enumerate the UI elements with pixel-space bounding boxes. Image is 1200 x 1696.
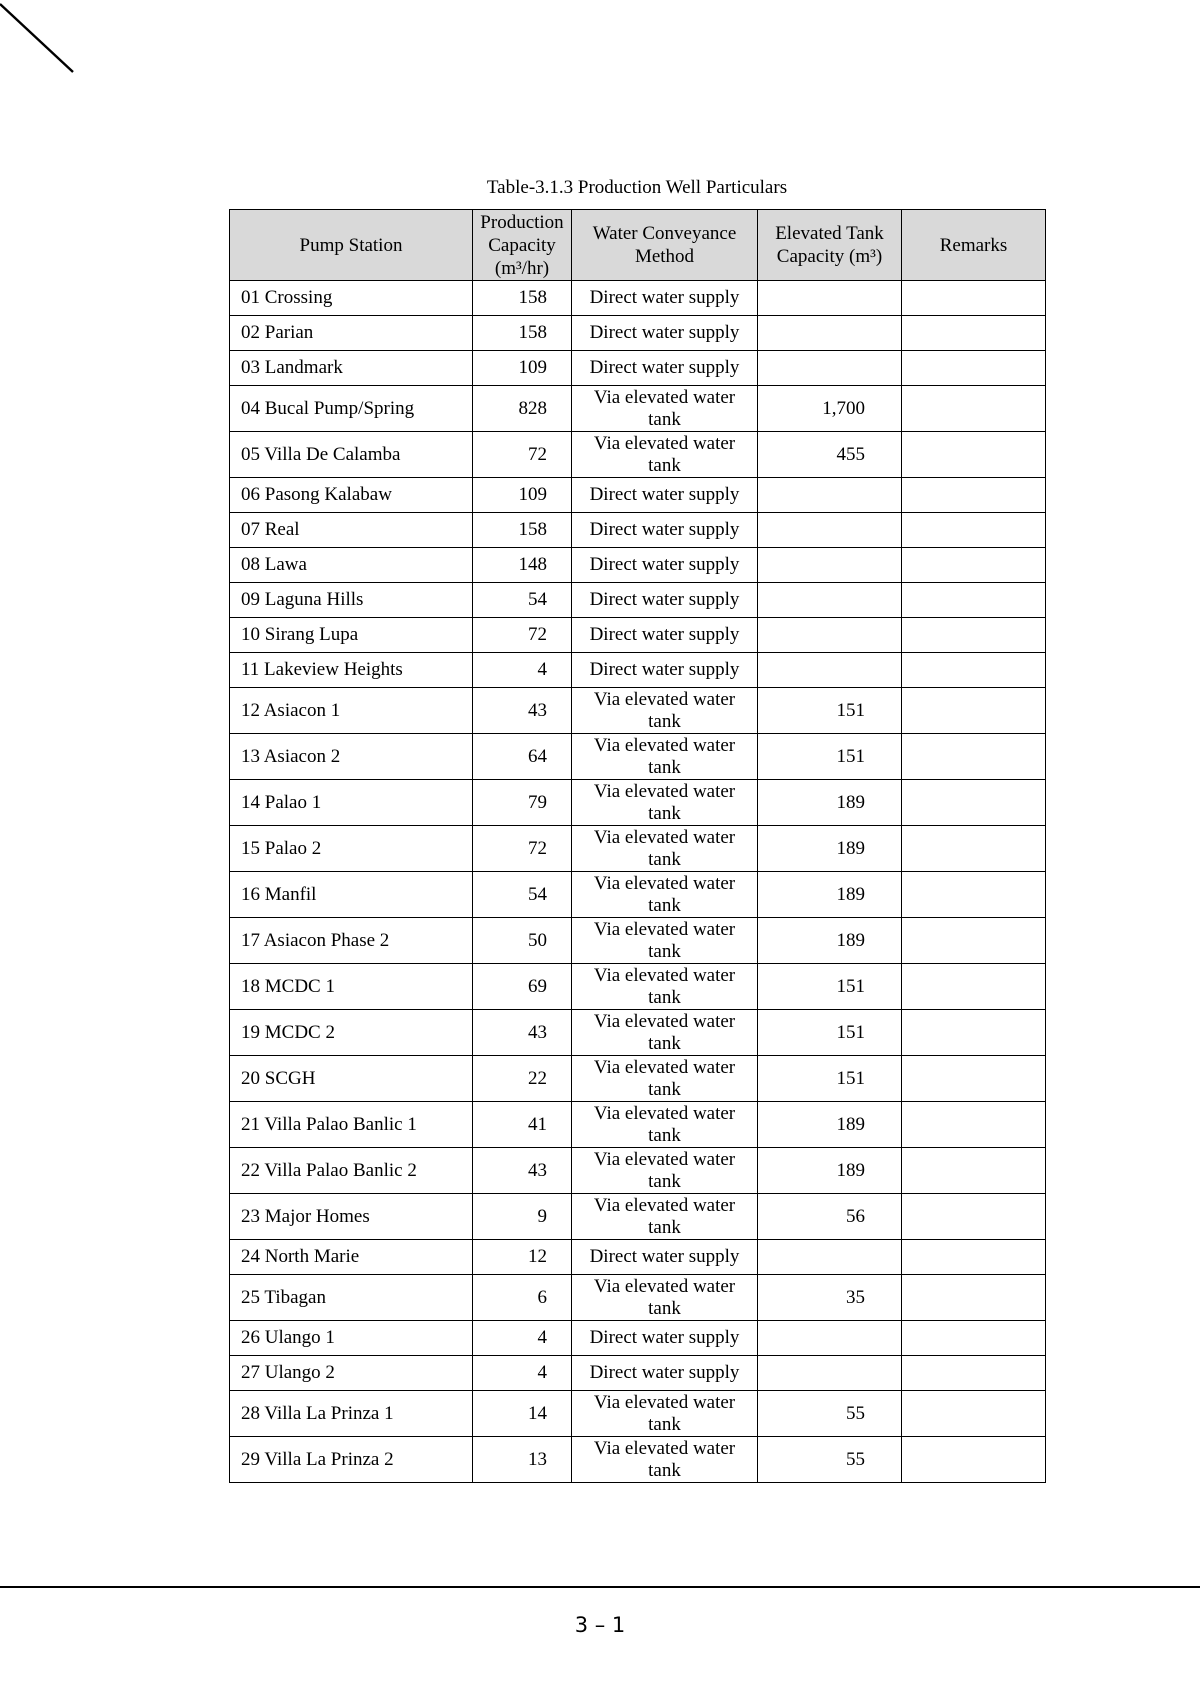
footer-rule [0, 1586, 1200, 1588]
cell-production-capacity: 41 [473, 1102, 572, 1148]
cell-remarks [902, 688, 1046, 734]
cell-pump-station: 07 Real [230, 513, 473, 548]
cell-pump-station: 06 Pasong Kalabaw [230, 478, 473, 513]
cell-elevated-tank-capacity: 151 [758, 1056, 902, 1102]
cell-conveyance-method [572, 688, 758, 734]
cell-conveyance-method [572, 386, 758, 432]
cell-pump-station: 04 Bucal Pump/Spring [230, 386, 473, 432]
cell-conveyance-method [572, 1240, 758, 1275]
cell-conveyance-method [572, 1275, 758, 1321]
method-line: tank [648, 1459, 681, 1481]
method-line: Direct water supply [589, 357, 740, 378]
cell-pump-station: 08 Lawa [230, 548, 473, 583]
cell-conveyance-method [572, 964, 758, 1010]
corner-crop-mark [0, 0, 80, 80]
cell-pump-station: 22 Villa Palao Banlic 2 [230, 1148, 473, 1194]
cell-remarks [902, 1356, 1046, 1391]
table-row [230, 1321, 1046, 1356]
table-row [230, 653, 1046, 688]
cell-production-capacity: 13 [473, 1437, 572, 1483]
method-line: Via elevated water [593, 918, 736, 940]
table-row [230, 780, 1046, 826]
cell-conveyance-method [572, 1102, 758, 1148]
cell-production-capacity: 64 [473, 734, 572, 780]
method-line: Via elevated water [593, 964, 736, 986]
cell-conveyance-method [572, 618, 758, 653]
cell-production-capacity: 9 [473, 1194, 572, 1240]
cell-remarks [902, 386, 1046, 432]
cell-elevated-tank-capacity: 189 [758, 918, 902, 964]
table-header-row [230, 210, 1046, 281]
table-row [230, 1437, 1046, 1483]
method-line: Via elevated water [593, 1275, 736, 1297]
header-remarks: Remarks [902, 210, 1046, 281]
cell-pump-station: 23 Major Homes [230, 1194, 473, 1240]
header-method-line: Water Conveyance [592, 223, 737, 244]
cell-production-capacity: 72 [473, 826, 572, 872]
table-row [230, 688, 1046, 734]
cell-elevated-tank-capacity [758, 1240, 902, 1275]
cell-conveyance-method [572, 432, 758, 478]
table-row [230, 872, 1046, 918]
cell-pump-station: 05 Villa De Calamba [230, 432, 473, 478]
cell-production-capacity: 22 [473, 1056, 572, 1102]
cell-remarks [902, 316, 1046, 351]
cell-elevated-tank-capacity [758, 583, 902, 618]
cell-pump-station: 14 Palao 1 [230, 780, 473, 826]
cell-elevated-tank-capacity: 151 [758, 734, 902, 780]
cell-remarks [902, 780, 1046, 826]
cell-elevated-tank-capacity: 1,700 [758, 386, 902, 432]
cell-production-capacity: 4 [473, 653, 572, 688]
table-row [230, 1356, 1046, 1391]
method-line: tank [648, 710, 681, 732]
cell-production-capacity: 43 [473, 688, 572, 734]
table-row [230, 1056, 1046, 1102]
header-capacity-line: (m³/hr) [494, 257, 550, 279]
cell-elevated-tank-capacity: 56 [758, 1194, 902, 1240]
cell-pump-station: 16 Manfil [230, 872, 473, 918]
cell-conveyance-method [572, 281, 758, 316]
cell-remarks [902, 351, 1046, 386]
cell-conveyance-method [572, 1148, 758, 1194]
table-row [230, 826, 1046, 872]
cell-remarks [902, 964, 1046, 1010]
cell-conveyance-method [572, 1437, 758, 1483]
cell-remarks [902, 1010, 1046, 1056]
method-line: tank [648, 1078, 681, 1100]
method-line: tank [648, 848, 681, 870]
cell-remarks [902, 583, 1046, 618]
cell-pump-station: 27 Ulango 2 [230, 1356, 473, 1391]
method-line: tank [648, 1413, 681, 1435]
cell-conveyance-method [572, 653, 758, 688]
cell-production-capacity: 158 [473, 513, 572, 548]
cell-conveyance-method [572, 872, 758, 918]
cell-conveyance-method [572, 1391, 758, 1437]
method-line: tank [648, 940, 681, 962]
cell-conveyance-method [572, 1356, 758, 1391]
method-line: Via elevated water [593, 386, 736, 408]
cell-elevated-tank-capacity [758, 653, 902, 688]
cell-conveyance-method [572, 1321, 758, 1356]
cell-pump-station: 21 Villa Palao Banlic 1 [230, 1102, 473, 1148]
method-line: Direct water supply [589, 1246, 740, 1267]
method-line: Via elevated water [593, 780, 736, 802]
method-line: Direct water supply [589, 589, 740, 610]
cell-pump-station: 09 Laguna Hills [230, 583, 473, 618]
cell-elevated-tank-capacity [758, 351, 902, 386]
table-row [230, 1391, 1046, 1437]
table-row [230, 478, 1046, 513]
cell-pump-station: 28 Villa La Prinza 1 [230, 1391, 473, 1437]
method-line: Via elevated water [593, 1102, 736, 1124]
table-row [230, 1194, 1046, 1240]
table-row [230, 316, 1046, 351]
table-row [230, 1010, 1046, 1056]
cell-elevated-tank-capacity: 55 [758, 1437, 902, 1483]
page-number: 3 – 1 [574, 1613, 626, 1637]
cell-elevated-tank-capacity: 189 [758, 872, 902, 918]
method-line: tank [648, 1297, 681, 1319]
cell-pump-station: 02 Parian [230, 316, 473, 351]
cell-elevated-tank-capacity: 151 [758, 688, 902, 734]
cell-conveyance-method [572, 826, 758, 872]
cell-production-capacity: 14 [473, 1391, 572, 1437]
method-line: tank [648, 894, 681, 916]
cell-remarks [902, 734, 1046, 780]
method-line: Direct water supply [589, 287, 740, 308]
cell-pump-station: 01 Crossing [230, 281, 473, 316]
production-well-table [229, 209, 1046, 1483]
table-row [230, 1102, 1046, 1148]
cell-remarks [902, 281, 1046, 316]
cell-elevated-tank-capacity: 151 [758, 964, 902, 1010]
cell-remarks [902, 478, 1046, 513]
cell-elevated-tank-capacity [758, 618, 902, 653]
table-caption: Table-3.1.3 Production Well Particulars [486, 177, 788, 198]
cell-remarks [902, 1275, 1046, 1321]
cell-elevated-tank-capacity: 189 [758, 826, 902, 872]
cell-production-capacity: 12 [473, 1240, 572, 1275]
table-row [230, 548, 1046, 583]
method-line: Via elevated water [593, 1010, 736, 1032]
cell-pump-station: 18 MCDC 1 [230, 964, 473, 1010]
method-line: Via elevated water [593, 432, 736, 454]
cell-production-capacity: 50 [473, 918, 572, 964]
header-method-line: Method [634, 246, 695, 267]
cell-conveyance-method [572, 583, 758, 618]
method-line: Direct water supply [589, 624, 740, 645]
method-line: Via elevated water [593, 1194, 736, 1216]
method-line: Via elevated water [593, 1437, 736, 1459]
cell-elevated-tank-capacity [758, 478, 902, 513]
cell-production-capacity: 4 [473, 1356, 572, 1391]
method-line: Direct water supply [589, 519, 740, 540]
header-conveyance-method [572, 210, 758, 281]
header-tank-line: Capacity (m³) [776, 246, 883, 267]
table-row [230, 734, 1046, 780]
cell-conveyance-method [572, 316, 758, 351]
cell-remarks [902, 1102, 1046, 1148]
cell-elevated-tank-capacity [758, 548, 902, 583]
cell-remarks [902, 872, 1046, 918]
cell-remarks [902, 1437, 1046, 1483]
method-line: tank [648, 1170, 681, 1192]
method-line: Via elevated water [593, 1148, 736, 1170]
method-line: tank [648, 756, 681, 778]
method-line: Via elevated water [593, 734, 736, 756]
cell-elevated-tank-capacity: 151 [758, 1010, 902, 1056]
cell-pump-station: 20 SCGH [230, 1056, 473, 1102]
cell-remarks [902, 548, 1046, 583]
cell-conveyance-method [572, 780, 758, 826]
method-line: tank [648, 1032, 681, 1054]
cell-production-capacity: 6 [473, 1275, 572, 1321]
cell-remarks [902, 1391, 1046, 1437]
method-line: Via elevated water [593, 688, 736, 710]
cell-elevated-tank-capacity [758, 316, 902, 351]
table-row [230, 432, 1046, 478]
table-row [230, 1275, 1046, 1321]
cell-production-capacity: 72 [473, 618, 572, 653]
table-row [230, 1148, 1046, 1194]
cell-elevated-tank-capacity [758, 513, 902, 548]
method-line: Direct water supply [589, 322, 740, 343]
cell-remarks [902, 1194, 1046, 1240]
cell-pump-station: 24 North Marie [230, 1240, 473, 1275]
cell-elevated-tank-capacity: 189 [758, 1102, 902, 1148]
method-line: tank [648, 986, 681, 1008]
table-row [230, 281, 1046, 316]
header-production-capacity [473, 210, 572, 281]
method-line: Via elevated water [593, 1056, 736, 1078]
cell-elevated-tank-capacity [758, 1321, 902, 1356]
cell-conveyance-method [572, 351, 758, 386]
method-line: Via elevated water [593, 872, 736, 894]
method-line: Direct water supply [589, 1362, 740, 1383]
cell-production-capacity: 54 [473, 872, 572, 918]
cell-pump-station: 10 Sirang Lupa [230, 618, 473, 653]
cell-conveyance-method [572, 1194, 758, 1240]
cell-pump-station: 29 Villa La Prinza 2 [230, 1437, 473, 1483]
table-body [230, 281, 1046, 1483]
table-row [230, 513, 1046, 548]
cell-remarks [902, 826, 1046, 872]
cell-production-capacity: 148 [473, 548, 572, 583]
method-line: Via elevated water [593, 1391, 736, 1413]
cell-remarks [902, 1148, 1046, 1194]
cell-production-capacity: 158 [473, 316, 572, 351]
header-capacity-line: Production [480, 211, 564, 233]
method-line: tank [648, 408, 681, 430]
cell-pump-station: 26 Ulango 1 [230, 1321, 473, 1356]
method-line: tank [648, 454, 681, 476]
cell-pump-station: 15 Palao 2 [230, 826, 473, 872]
cell-remarks [902, 513, 1046, 548]
method-line: Direct water supply [589, 484, 740, 505]
cell-elevated-tank-capacity: 35 [758, 1275, 902, 1321]
cell-production-capacity: 828 [473, 386, 572, 432]
method-line: tank [648, 802, 681, 824]
cell-elevated-tank-capacity: 189 [758, 780, 902, 826]
table-row [230, 1240, 1046, 1275]
method-line: Direct water supply [589, 554, 740, 575]
cell-remarks [902, 653, 1046, 688]
header-pump-station: Pump Station [230, 210, 473, 281]
cell-pump-station: 17 Asiacon Phase 2 [230, 918, 473, 964]
cell-production-capacity: 109 [473, 351, 572, 386]
table-row [230, 618, 1046, 653]
method-line: Via elevated water [593, 826, 736, 848]
cell-conveyance-method [572, 1010, 758, 1056]
method-line: tank [648, 1124, 681, 1146]
cell-pump-station: 03 Landmark [230, 351, 473, 386]
cell-remarks [902, 1056, 1046, 1102]
cell-remarks [902, 918, 1046, 964]
cell-remarks [902, 1240, 1046, 1275]
cell-production-capacity: 43 [473, 1148, 572, 1194]
cell-conveyance-method [572, 513, 758, 548]
table-row [230, 964, 1046, 1010]
method-line: Direct water supply [589, 1327, 740, 1348]
table-row [230, 351, 1046, 386]
cell-conveyance-method [572, 478, 758, 513]
cell-pump-station: 19 MCDC 2 [230, 1010, 473, 1056]
cell-production-capacity: 69 [473, 964, 572, 1010]
cell-elevated-tank-capacity: 55 [758, 1391, 902, 1437]
cell-remarks [902, 432, 1046, 478]
cell-pump-station: 11 Lakeview Heights [230, 653, 473, 688]
cell-production-capacity: 158 [473, 281, 572, 316]
table-row [230, 583, 1046, 618]
cell-conveyance-method [572, 918, 758, 964]
header-capacity-line: Capacity [488, 234, 556, 256]
table-row [230, 918, 1046, 964]
cell-production-capacity: 72 [473, 432, 572, 478]
cell-remarks [902, 618, 1046, 653]
cell-elevated-tank-capacity: 455 [758, 432, 902, 478]
cell-pump-station: 25 Tibagan [230, 1275, 473, 1321]
cell-production-capacity: 54 [473, 583, 572, 618]
cell-remarks [902, 1321, 1046, 1356]
cell-production-capacity: 79 [473, 780, 572, 826]
cell-production-capacity: 43 [473, 1010, 572, 1056]
cell-elevated-tank-capacity [758, 1356, 902, 1391]
method-line: tank [648, 1216, 681, 1238]
cell-pump-station: 12 Asiacon 1 [230, 688, 473, 734]
method-line: Direct water supply [589, 659, 740, 680]
header-elevated-tank-capacity [758, 210, 902, 281]
cell-conveyance-method [572, 548, 758, 583]
cell-pump-station: 13 Asiacon 2 [230, 734, 473, 780]
cell-elevated-tank-capacity: 189 [758, 1148, 902, 1194]
cell-elevated-tank-capacity [758, 281, 902, 316]
cell-conveyance-method [572, 734, 758, 780]
table-row [230, 386, 1046, 432]
header-tank-line: Elevated Tank [775, 223, 884, 244]
cell-production-capacity: 109 [473, 478, 572, 513]
cell-production-capacity: 4 [473, 1321, 572, 1356]
cell-conveyance-method [572, 1056, 758, 1102]
